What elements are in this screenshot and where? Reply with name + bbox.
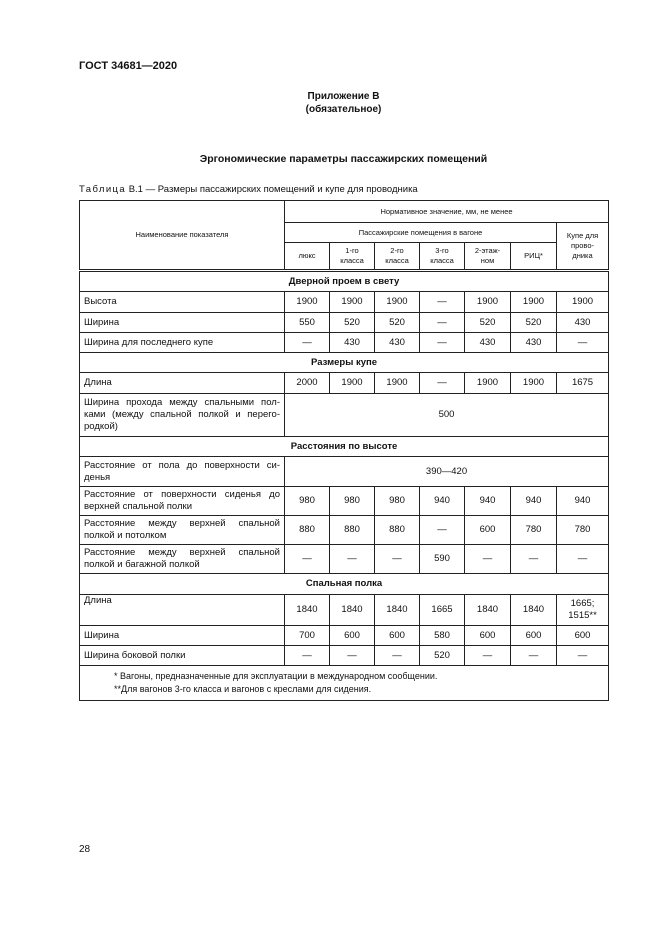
row-label: Длина bbox=[80, 373, 285, 394]
value-cell: — bbox=[330, 646, 375, 666]
row-label: Расстояние от поверхности сиденья до верхней спальной полки bbox=[80, 487, 285, 516]
value-cell: 520 bbox=[420, 646, 465, 666]
row-label: Ширина боковой полки bbox=[80, 646, 285, 666]
value-cell: 880 bbox=[330, 516, 375, 545]
header-ric: РИЦ* bbox=[511, 243, 557, 271]
value-cell: 430 bbox=[465, 333, 511, 353]
notes-row bbox=[80, 666, 609, 701]
table-row bbox=[80, 292, 609, 313]
value-cell: 1840 bbox=[465, 595, 511, 626]
group-row bbox=[80, 353, 609, 373]
value-cell: 780 bbox=[557, 516, 609, 545]
value-cell: — bbox=[420, 516, 465, 545]
section-title: Эргономические параметры пассажирских помещений bbox=[199, 153, 488, 165]
header-class2: 2-го класса bbox=[375, 243, 420, 271]
value-cell: — bbox=[330, 545, 375, 574]
value-cell: 430 bbox=[511, 333, 557, 353]
value-cell: 600 bbox=[511, 626, 557, 646]
value-cell: 980 bbox=[285, 487, 330, 516]
value-cell: 980 bbox=[375, 487, 420, 516]
table-caption-prefix: Таблица bbox=[79, 184, 127, 195]
value-cell: 600 bbox=[330, 626, 375, 646]
value-cell: 1900 bbox=[465, 292, 511, 313]
value-cell: 520 bbox=[465, 313, 511, 333]
header-passenger-rooms: Пассажирские помещения в вагоне bbox=[285, 223, 557, 243]
value-cell: 1900 bbox=[465, 373, 511, 394]
value-cell: — bbox=[420, 333, 465, 353]
value-cell: 1840 bbox=[285, 595, 330, 626]
value-cell: 430 bbox=[330, 333, 375, 353]
table-caption bbox=[79, 184, 418, 195]
value-cell: 700 bbox=[285, 626, 330, 646]
value-cell: — bbox=[511, 646, 557, 666]
table-row bbox=[80, 313, 609, 333]
group-row bbox=[80, 271, 609, 292]
value-cell: — bbox=[420, 292, 465, 313]
value-cell: 1665; 1515** bbox=[557, 595, 609, 626]
appendix-heading bbox=[79, 90, 608, 116]
row-label: Высота bbox=[80, 292, 285, 313]
table-row bbox=[80, 457, 609, 487]
value-cell: 520 bbox=[375, 313, 420, 333]
table-row bbox=[80, 394, 609, 437]
row-label: Расстояние между верхней спальной полкой и багажной полкой bbox=[80, 545, 285, 574]
value-cell: 590 bbox=[420, 545, 465, 574]
group-title: Размеры купе bbox=[80, 353, 609, 373]
value-cell: 600 bbox=[465, 626, 511, 646]
header-class3: 3-го класса bbox=[420, 243, 465, 271]
value-cell: — bbox=[285, 545, 330, 574]
appendix-title: Приложение В bbox=[307, 91, 380, 102]
value-cell: — bbox=[420, 313, 465, 333]
value-cell: 940 bbox=[511, 487, 557, 516]
value-cell: 550 bbox=[285, 313, 330, 333]
table-notes bbox=[80, 666, 609, 701]
group-title: Расстояния по высоте bbox=[80, 437, 609, 457]
group-title: Дверной проем в свету bbox=[80, 271, 609, 292]
table-row bbox=[80, 626, 609, 646]
value-cell: 1665 bbox=[420, 595, 465, 626]
row-label: Ширина для последнего купе bbox=[80, 333, 285, 353]
value-cell: 1840 bbox=[511, 595, 557, 626]
row-label: Ширина прохода между спальными пол-ками (между спальной полкой и перего-родкой) bbox=[80, 394, 285, 437]
page-number: 28 bbox=[79, 844, 91, 855]
dimensions-table bbox=[79, 200, 609, 701]
value-cell: — bbox=[557, 333, 609, 353]
value-cell: 1675 bbox=[557, 373, 609, 394]
value-cell: — bbox=[375, 646, 420, 666]
value-cell: 520 bbox=[330, 313, 375, 333]
value-cell: 940 bbox=[420, 487, 465, 516]
standard-number: ГОСТ 34681—2020 bbox=[79, 60, 178, 72]
merged-value: 500 bbox=[285, 394, 609, 437]
value-cell: 1900 bbox=[285, 292, 330, 313]
header-two-floor: 2-этаж-ном bbox=[465, 243, 511, 271]
value-cell: — bbox=[465, 646, 511, 666]
group-row bbox=[80, 574, 609, 595]
value-cell: 1900 bbox=[511, 292, 557, 313]
value-cell: 880 bbox=[375, 516, 420, 545]
value-cell: 580 bbox=[420, 626, 465, 646]
value-cell: 1840 bbox=[330, 595, 375, 626]
group-row bbox=[80, 437, 609, 457]
value-cell: — bbox=[557, 545, 609, 574]
header-kupe-conductor: Купе для прово-дника bbox=[557, 223, 609, 271]
table-row bbox=[80, 646, 609, 666]
footnote: **Для вагонов 3-го класса и вагонов с креслами для сидения. bbox=[114, 684, 372, 694]
value-cell: — bbox=[420, 373, 465, 394]
value-cell: 940 bbox=[465, 487, 511, 516]
value-cell: 600 bbox=[375, 626, 420, 646]
value-cell: 430 bbox=[375, 333, 420, 353]
row-label: Длина bbox=[80, 595, 285, 626]
value-cell: 940 bbox=[557, 487, 609, 516]
header-indicator-name: Наименование показателя bbox=[80, 201, 285, 271]
value-cell: 430 bbox=[557, 313, 609, 333]
value-cell: 1900 bbox=[330, 373, 375, 394]
group-title: Спальная полка bbox=[80, 574, 609, 595]
row-label: Расстояние от пола до поверхности си-денья bbox=[80, 457, 285, 487]
value-cell: — bbox=[465, 545, 511, 574]
value-cell: 1900 bbox=[511, 373, 557, 394]
value-cell: 980 bbox=[330, 487, 375, 516]
value-cell: 600 bbox=[465, 516, 511, 545]
table-row bbox=[80, 487, 609, 516]
value-cell: 600 bbox=[557, 626, 609, 646]
row-label: Ширина bbox=[80, 313, 285, 333]
table-row bbox=[80, 545, 609, 574]
table-caption-text: В.1 — Размеры пассажирских помещений и купе для проводника bbox=[126, 184, 418, 195]
value-cell: — bbox=[285, 646, 330, 666]
table-row bbox=[80, 333, 609, 353]
row-label: Ширина bbox=[80, 626, 285, 646]
value-cell: 520 bbox=[511, 313, 557, 333]
value-cell: 1900 bbox=[557, 292, 609, 313]
table-row bbox=[80, 516, 609, 545]
value-cell: — bbox=[557, 646, 609, 666]
merged-value: 390—420 bbox=[285, 457, 609, 487]
value-cell: 1840 bbox=[375, 595, 420, 626]
value-cell: 1900 bbox=[375, 292, 420, 313]
row-label: Расстояние между верхней спальной полкой и потолком bbox=[80, 516, 285, 545]
value-cell: 880 bbox=[285, 516, 330, 545]
value-cell: 2000 bbox=[285, 373, 330, 394]
value-cell: 1900 bbox=[330, 292, 375, 313]
value-cell: — bbox=[285, 333, 330, 353]
value-cell: 1900 bbox=[375, 373, 420, 394]
header-class1: 1-го класса bbox=[330, 243, 375, 271]
header-normative: Нормативное значение, мм, не менее bbox=[285, 201, 609, 223]
header-luxe: люкс bbox=[285, 243, 330, 271]
footnote: * Вагоны, предназначенные для эксплуатации в международном сообщении. bbox=[114, 671, 438, 681]
table-row bbox=[80, 595, 609, 626]
value-cell: 780 bbox=[511, 516, 557, 545]
value-cell: — bbox=[375, 545, 420, 574]
table-row bbox=[80, 373, 609, 394]
value-cell: — bbox=[511, 545, 557, 574]
appendix-status: (обязательное) bbox=[305, 104, 382, 115]
